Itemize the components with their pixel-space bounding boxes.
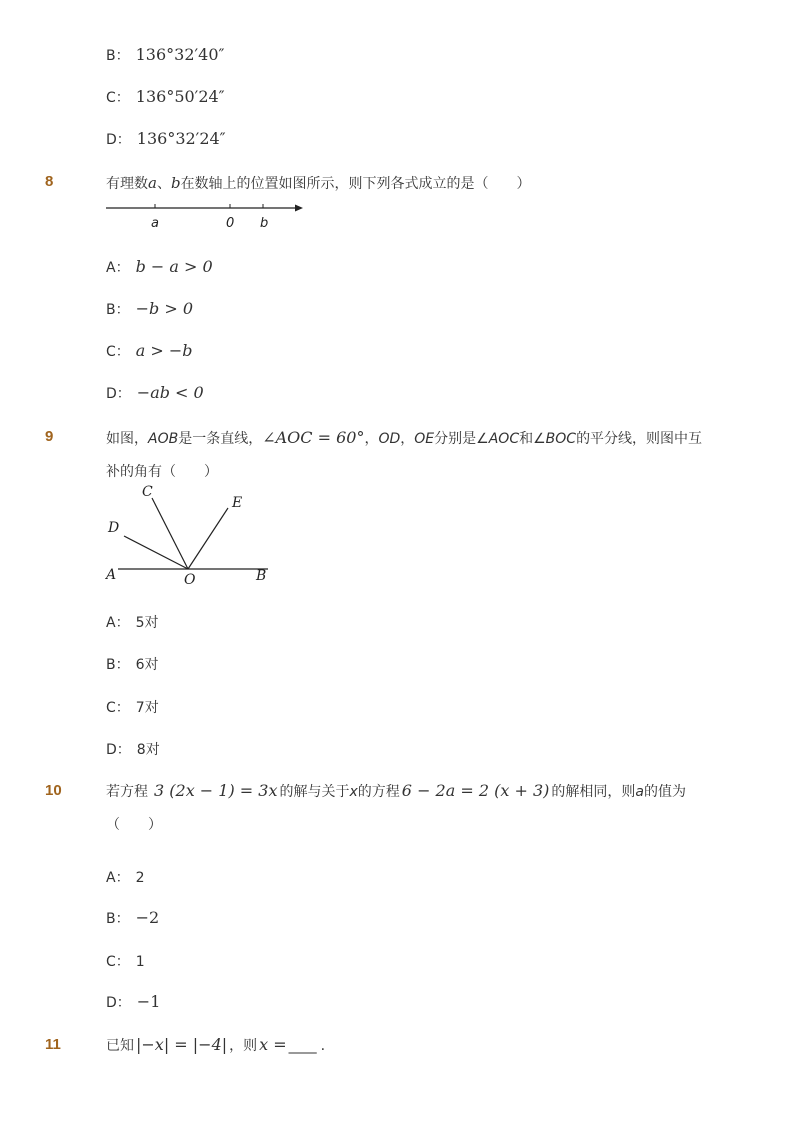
question-number: 9 bbox=[45, 428, 54, 445]
text: 、 bbox=[156, 176, 171, 192]
equation-x: x = bbox=[259, 1035, 287, 1054]
equation: |−x| = |−4| bbox=[136, 1035, 228, 1054]
var-a: a bbox=[635, 784, 644, 800]
option-math: a > −b bbox=[135, 341, 193, 360]
text: 的解与关于 bbox=[279, 784, 350, 800]
option-value: 1 bbox=[135, 954, 145, 970]
option-key: B： bbox=[106, 48, 130, 64]
q10-option-c[interactable] bbox=[106, 951, 145, 971]
option-math: b − a > 0 bbox=[135, 257, 213, 276]
option-math: 136°32′40″ bbox=[135, 45, 225, 64]
ray-od bbox=[124, 536, 188, 569]
text: 的解相同，则 bbox=[551, 784, 636, 800]
q8-option-a[interactable] bbox=[106, 257, 213, 277]
option-math: 136°50′24″ bbox=[135, 87, 225, 106]
option-key: D： bbox=[106, 132, 131, 148]
label-d: D bbox=[108, 520, 120, 536]
q10-option-a[interactable] bbox=[106, 867, 145, 887]
text: 是一条直线， bbox=[178, 431, 263, 447]
option-math: −1 bbox=[136, 992, 161, 1011]
label-a: A bbox=[106, 567, 117, 583]
label-o: O bbox=[184, 572, 196, 588]
option-key: C： bbox=[106, 954, 130, 970]
var-od: OD bbox=[378, 431, 401, 447]
var-b: b bbox=[170, 174, 181, 192]
q10-option-d[interactable] bbox=[106, 992, 160, 1012]
text: 在数轴上的位置如图所示，则下列各式成立的是（ ） bbox=[180, 176, 531, 192]
question-text bbox=[106, 1035, 325, 1055]
q10-option-b[interactable] bbox=[106, 908, 159, 928]
text: ， bbox=[364, 431, 379, 447]
ray-oe bbox=[188, 508, 228, 569]
option-math: −2 bbox=[135, 908, 160, 927]
text: 有理数 bbox=[106, 176, 148, 192]
option-key: A： bbox=[106, 870, 130, 886]
option-math: 136°32′24″ bbox=[136, 129, 226, 148]
q7-option-d[interactable] bbox=[106, 129, 226, 149]
answer-blank[interactable]: ____ bbox=[288, 1038, 317, 1054]
text: ， bbox=[400, 431, 415, 447]
option-value: 6对 bbox=[135, 657, 159, 673]
number-line-figure bbox=[100, 198, 310, 234]
text: 如图， bbox=[106, 431, 148, 447]
label-a: a bbox=[151, 216, 159, 231]
option-value: 5对 bbox=[135, 615, 159, 631]
question-number: 10 bbox=[45, 782, 62, 799]
label-0: 0 bbox=[226, 216, 235, 231]
text: 分别是∠ bbox=[434, 431, 489, 447]
question-text-line1 bbox=[106, 781, 686, 801]
q8-option-d[interactable] bbox=[106, 383, 204, 403]
var-boc: BOC bbox=[545, 431, 577, 447]
angle-figure bbox=[100, 480, 280, 590]
text: 的平分线，则图中互 bbox=[576, 431, 703, 447]
option-key: B： bbox=[106, 657, 130, 673]
text: 已知 bbox=[106, 1038, 134, 1054]
text: 若方程 bbox=[106, 784, 148, 800]
question-text-line2: （ ） bbox=[106, 817, 162, 833]
option-key: B： bbox=[106, 911, 130, 927]
q8-option-b[interactable] bbox=[106, 299, 193, 319]
text: 和∠ bbox=[519, 431, 546, 447]
text: 的方程 bbox=[357, 784, 400, 800]
q9-option-a[interactable] bbox=[106, 612, 159, 632]
option-key: C： bbox=[106, 700, 130, 716]
q9-option-c[interactable] bbox=[106, 697, 159, 717]
label-b: b bbox=[260, 216, 269, 231]
option-key: D： bbox=[106, 742, 131, 758]
var-a: a bbox=[148, 174, 157, 192]
var-aoc: AOC bbox=[488, 431, 520, 447]
option-math: −ab < 0 bbox=[136, 383, 204, 402]
question-text bbox=[106, 173, 531, 193]
text: ，则 bbox=[229, 1038, 258, 1054]
label-b: B bbox=[256, 568, 267, 584]
option-key: A： bbox=[106, 615, 130, 631]
option-value: 2 bbox=[135, 870, 145, 886]
var-oe: OE bbox=[414, 431, 435, 447]
label-e: E bbox=[232, 495, 243, 511]
q7-option-c[interactable] bbox=[106, 87, 225, 107]
arrow-head-icon bbox=[295, 205, 303, 212]
q8-option-c[interactable] bbox=[106, 341, 193, 361]
option-math: −b > 0 bbox=[135, 299, 194, 318]
question-text-line1 bbox=[106, 428, 702, 448]
option-key: A： bbox=[106, 260, 130, 276]
q7-option-b[interactable] bbox=[106, 45, 224, 65]
equation-2: 6 − 2a = 2 (x + 3) bbox=[401, 781, 550, 800]
equation-1: 3 (2x − 1) = 3x bbox=[154, 781, 278, 800]
q9-option-b[interactable] bbox=[106, 654, 159, 674]
option-key: C： bbox=[106, 90, 130, 106]
text: . bbox=[320, 1038, 326, 1054]
var-aob: AOB bbox=[148, 431, 179, 447]
option-value: 8对 bbox=[136, 742, 160, 758]
question-number: 8 bbox=[45, 173, 54, 190]
option-key: B： bbox=[106, 302, 130, 318]
ray-oc bbox=[152, 498, 188, 569]
angle-math: ∠AOC = 60° bbox=[262, 428, 365, 447]
option-key: D： bbox=[106, 386, 131, 402]
option-key: D： bbox=[106, 995, 131, 1011]
option-value: 7对 bbox=[135, 700, 159, 716]
text: 的值为 bbox=[643, 784, 686, 800]
label-c: C bbox=[142, 484, 153, 500]
q9-option-d[interactable] bbox=[106, 739, 160, 759]
question-text-line2: 补的角有（ ） bbox=[106, 464, 218, 480]
var-x: x bbox=[349, 784, 358, 800]
question-number: 11 bbox=[45, 1036, 61, 1053]
option-key: C： bbox=[106, 344, 130, 360]
